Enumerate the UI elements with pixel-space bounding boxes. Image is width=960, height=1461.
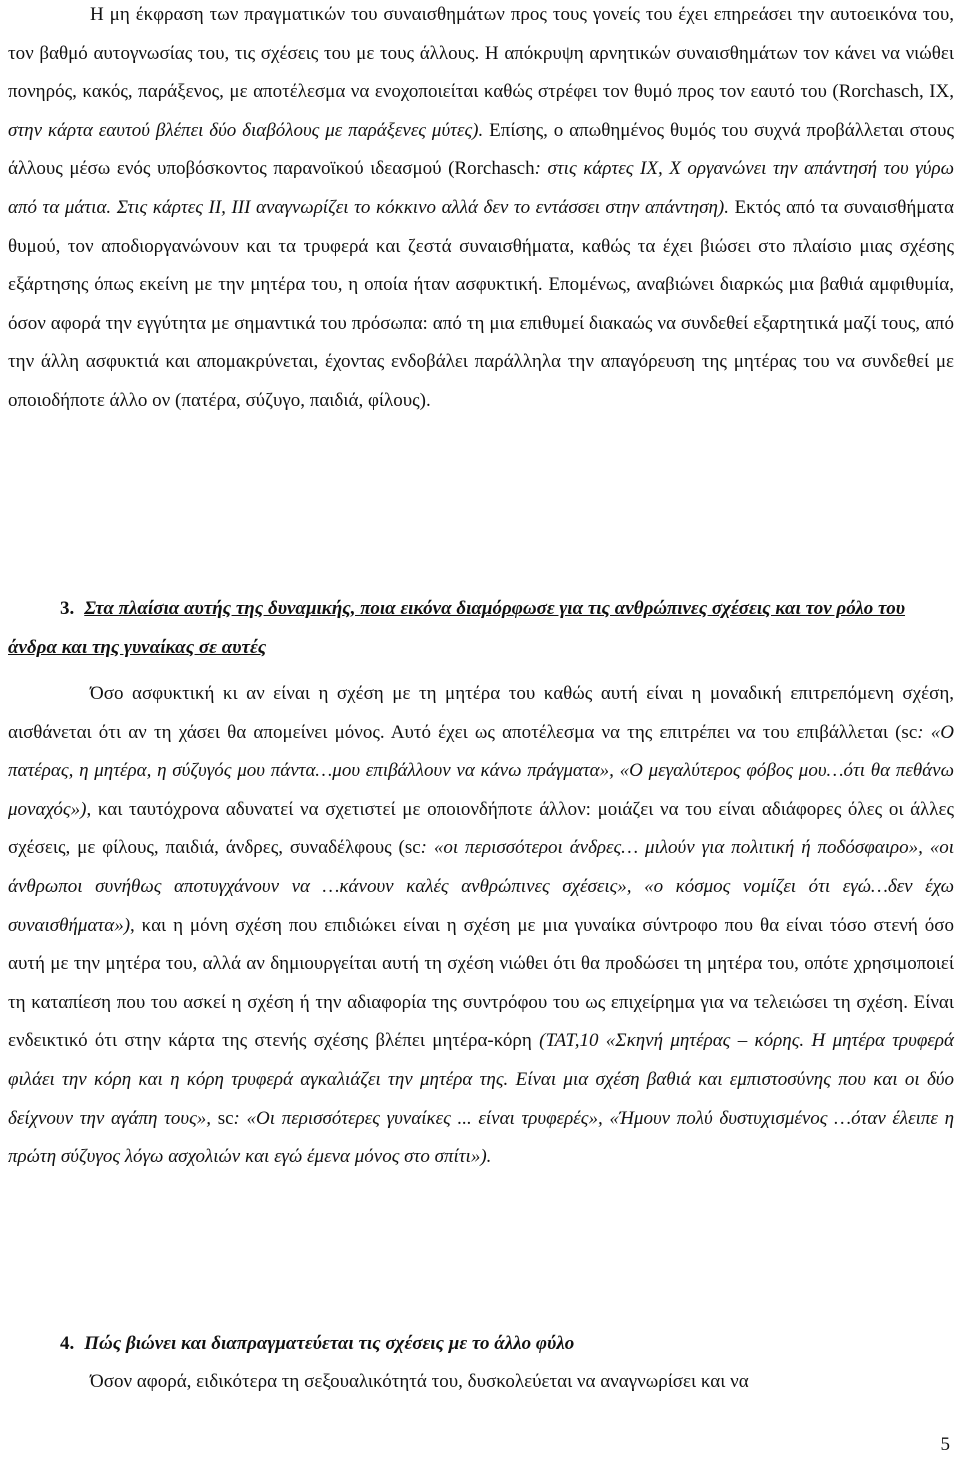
- paragraph-1-italic-3: Στις κάρτες II, III αναγνωρίζει το κόκκινο αλλά δεν το εντάσσει στην απάντηση).: [116, 196, 730, 218]
- section-number-3: 3.: [60, 598, 75, 619]
- paragraph-1-italic-2: : στις κάρτες IX, X οργανώνει την απάντησή του γύρω από τα μάτια.: [8, 158, 954, 218]
- paragraph-1-text-2: Επίσης, ο απωθημένος θυμός του συχνά προβάλλεται στους άλλους μέσω ενός υποβόσκοντος παρανοϊκού ιδεασμού (Rorchasch: [8, 119, 954, 180]
- paragraph-2-italic-3: (TAT,10 «Σκηνή μητέρας – κόρης. Η μητέρα τρυφερά φιλάει την κόρη και η κόρη τρυφερά αγκαλιάζει την μητέρα της. Είναι μια σχέση βαθιά και εμπιστοσύνης που και οι δύο δείχνουν την αγάπη τους»,: [8, 1030, 954, 1129]
- section-title-4: Πώς βιώνει και διαπραγματεύεται τις σχέσεις με το άλλο φύλο: [84, 1333, 575, 1354]
- paragraph-2-text-4: sc: [211, 1107, 234, 1129]
- paragraph-3-text-1: Όσον αφορά, ειδικότερα τη σεξουαλικότητά του, δυσκολεύεται να αναγνωρίσει και να: [90, 1371, 749, 1392]
- page-number: 5: [940, 1434, 950, 1455]
- paragraph-1-italic-1: στην κάρτα εαυτού βλέπει δύο διαβόλους με παράξενες μύτες).: [8, 119, 484, 141]
- paragraph-1-text-4: Εκτός από τα συναισθήματα θυμού, τον αποδιοργανώνουν και τα τρυφερά και ζεστά συναισθήματα, καθώς τα έχει βιώσει στο πλαίσιο μιας σχέσης εξάρτησης όπως εκείνη με την μητέρα του, η οποία ήταν ασφυκτική. Επομένως, αναβιώνει διαρκώς μια βαθιά αμφιθυμία, όσον αφορά την εγγύτητα με σημαντικά του πρόσωπα: από τη μια επιθυμεί διακαώς να συνδεθεί εξαρτητικά μαζί τους, από την άλλη ασφυκτιά και απομακρύνεται, έχοντας ενδοβάλει παράλληλα την απαγόρευση της μητέρας του να συνδεθεί με οποιοδήποτε άλλο ον (πατέρα, σύζυγο, παιδιά, φίλους).: [8, 196, 955, 411]
- paragraph-3: [8, 1363, 954, 1402]
- paragraph-2-text-1: Όσο ασφυκτική κι αν είναι η σχέση με τη μητέρα του καθώς αυτή είναι η μοναδική επιτρεπόμενη σχέση, αισθάνεται ότι αν τη χάσει θα απομείνει μόνος. Αυτό έχει ως αποτέλεσμα να της επιτρέπει να του επιβάλλεται (sc: [8, 683, 954, 743]
- paragraph-2-italic-4: : «Οι περισσότερες γυναίκες ... είναι τρυφερές», «Ήμουν πολύ δυστυχισμένος …όταν έλειπε η πρώτη σύζυγος λόγω ασχολιών και εγώ έμενα μόνος στο σπίτι»).: [8, 1107, 955, 1168]
- section-heading-3: [8, 590, 954, 667]
- paragraph-1: [8, 0, 954, 421]
- section-number-4: 4.: [60, 1333, 75, 1354]
- section-heading-4: [8, 1325, 954, 1364]
- paragraph-2: [8, 675, 954, 1177]
- section-title-3: Στα πλαίσια αυτής της δυναμικής, ποια εικόνα διαμόρφωσε για τις ανθρώπινες σχέσεις και τον ρόλο του άνδρα και της γυναίκας σε αυτές: [8, 598, 906, 658]
- paragraph-2-italic-2: : «οι περισσότεροι άνδρες… μιλούν για πολιτική ή ποδόσφαιρο», «οι άνθρωποι συνήθως αποτυγχάνουν να …κάνουν καλές ανθρώπινες σχέσεις», «ο κόσμος νομίζει ότι εγώ…δεν έχω συναισθήματα»): [8, 837, 954, 936]
- paragraph-2-text-3: , και η μόνη σχέση που επιδιώκει είναι η σχέση με μια γυναίκα σύντροφο που θα είναι τόσο στενή όσο αυτή με την μητέρα του, αλλά αν δημιουργείται αυτή τη σχέση νιώθει ότι θα προδώσει τη μητέρα του, οπότε χρησιμοποιεί τη καταπίεση που του ασκεί η σχέση ή την αδιαφορία της συντρόφου του ως επιχείρημα για να τελειώσει τη σχέση. Είναι ενδεικτικό ότι στην κάρτα της στενής σχέσης βλέπει μητέρα-κόρη: [8, 914, 954, 1052]
- paragraph-2-text-2: , και ταυτόχρονα αδυνατεί να σχετιστεί με οποιονδήποτε άλλον: μοιάζει να του είναι αδιάφορες όλες οι άλλες σχέσεις, με φίλους, παιδιά, άνδρες, συναδέλφους (sc: [8, 798, 954, 859]
- paragraph-2-italic-1: : «Ο πατέρας, η μητέρα, η σύζυγός μου πάντα…μου επιβάλλουν να κάνω πράγματα», «Ο μεγαλύτερος φόβος μου…ότι θα πεθάνω μοναχός»): [8, 721, 954, 820]
- paragraph-1-text-1: Η μη έκφραση των πραγματικών του συναισθημάτων προς τους γονείς του έχει επηρεάσει την αυτοεικόνα του, τον βαθμό αυτογνωσίας του, τις σχέσεις του με τους άλλους. Η απόκρυψη αρνητικών συναισθημάτων τον κάνει να νιώθει πονηρός, κακός, παράξενος, με αποτέλεσμα να ενοχοποιείται καθώς στρέφει τον θυμό προς τον εαυτό του (Rorchasch, IX,: [8, 4, 954, 103]
